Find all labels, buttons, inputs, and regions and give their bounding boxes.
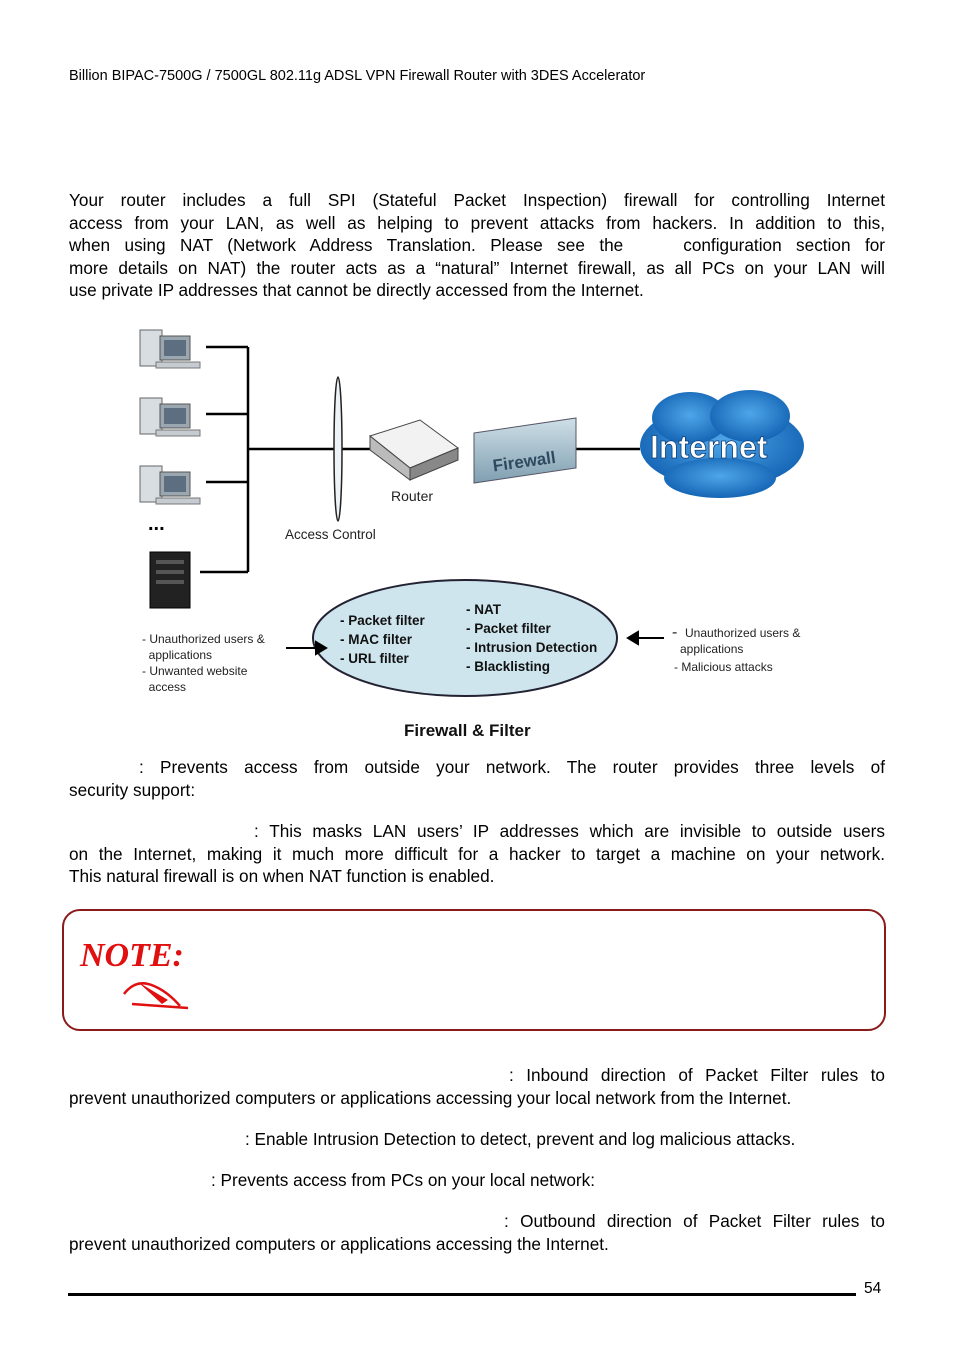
left-note-3: - Unwanted website: [142, 664, 248, 678]
body-paragraph-4: [69, 1128, 885, 1151]
diagram-caption: Firewall & Filter: [404, 721, 531, 740]
filter-left-3: - URL filter: [340, 651, 409, 666]
filter-right-2: - Packet filter: [466, 621, 551, 636]
body-paragraph-2: [69, 820, 885, 888]
body-p6-line-1: : Outbound direction of Packet Filter rules to: [504, 1211, 885, 1231]
body-paragraph-5: [69, 1169, 885, 1192]
body-p2-line-2: on the Internet, making it much more difficult for a hacker to target a machine on your network.: [69, 843, 885, 864]
body-p4-line-1: : Enable Intrusion Detection to detect, prevent and log malicious attacks.: [245, 1129, 796, 1149]
access-control-lens: [334, 377, 342, 521]
intro-paragraph: [69, 189, 885, 302]
body-p2-line-1: : This masks LAN users’ IP addresses which are invisible to outside users: [254, 821, 885, 841]
pc-icon-3: [140, 466, 200, 504]
intro-line-3b: configuration section for: [683, 235, 885, 255]
left-note-2: applications: [142, 648, 213, 662]
right-note-1: Unauthorized users &: [685, 626, 801, 640]
firewall-diagram: [120, 318, 820, 748]
intro-line-3a: when using NAT (Network Address Translation. Please see the: [69, 235, 624, 255]
intro-line-1: Your router includes a full SPI (Stateful Packet Inspection) firewall for controlling Internet: [69, 190, 885, 210]
body-p2-line-3: This natural firewall is on when NAT function is enabled.: [69, 866, 495, 886]
body-p1-line-2: security support:: [69, 779, 196, 800]
body-p6-line-2: prevent unauthorized computers or applications accessing the Internet.: [69, 1233, 609, 1254]
body-p3-line-2: prevent unauthorized computers or applications accessing your local network from the Internet.: [69, 1087, 792, 1108]
intro-line-5: use private IP addresses that cannot be directly accessed from the Internet.: [69, 280, 644, 300]
left-note-4: access: [142, 680, 187, 694]
router-icon: [370, 420, 458, 480]
filter-left-2: - MAC filter: [340, 632, 412, 647]
filter-right-3: - Intrusion Detection: [466, 640, 598, 655]
intro-line-4: more details on NAT) the router acts as a “natural” Internet firewall, as all PCs on your LAN will: [69, 257, 885, 278]
body-p5-line-1: : Prevents access from PCs on your local network:: [211, 1170, 595, 1190]
page-number: 54: [864, 1280, 882, 1297]
router-label: Router: [391, 488, 434, 504]
pc-icon-2: [140, 398, 200, 436]
left-note-1: - Unauthorized users &: [142, 632, 265, 646]
firewall-sign-icon: [474, 418, 576, 483]
firewall-sign-text: Firewall: [491, 447, 557, 476]
internet-cloud-icon: [640, 390, 804, 498]
body-paragraph-3: [69, 1064, 885, 1109]
note-icon: [76, 930, 202, 1012]
right-note-3: - Malicious attacks: [674, 660, 773, 674]
intro-line-3: [69, 234, 885, 257]
right-note-dash: -: [672, 624, 678, 641]
intro-line-2: access from your LAN, as well as helping to prevent attacks from hackers. In addition to this,: [69, 212, 885, 233]
filter-right-4: - Blacklisting: [466, 659, 551, 674]
access-control-label: Access Control: [285, 527, 376, 542]
filter-right-1: - NAT: [466, 602, 501, 617]
body-paragraph-6: [69, 1210, 885, 1255]
filter-left-1: - Packet filter: [340, 613, 425, 628]
server-icon: [150, 552, 190, 608]
body-p1-line-1: : Prevents access from outside your network. The router provides three levels of: [139, 757, 885, 777]
footer-rule: [68, 1293, 856, 1296]
page-header: Billion BIPAC-7500G / 7500GL 802.11g ADSL VPN Firewall Router with 3DES Accelerator: [69, 68, 646, 84]
body-p3-line-1: : Inbound direction of Packet Filter rules to: [509, 1065, 885, 1085]
pc-ellipsis: ...: [148, 513, 165, 535]
body-paragraph-1: [69, 756, 885, 801]
pc-icon-1: [140, 330, 200, 368]
right-note-2: applications: [680, 642, 744, 656]
internet-label: Internet: [650, 429, 768, 465]
note-label: NOTE:: [80, 937, 184, 974]
